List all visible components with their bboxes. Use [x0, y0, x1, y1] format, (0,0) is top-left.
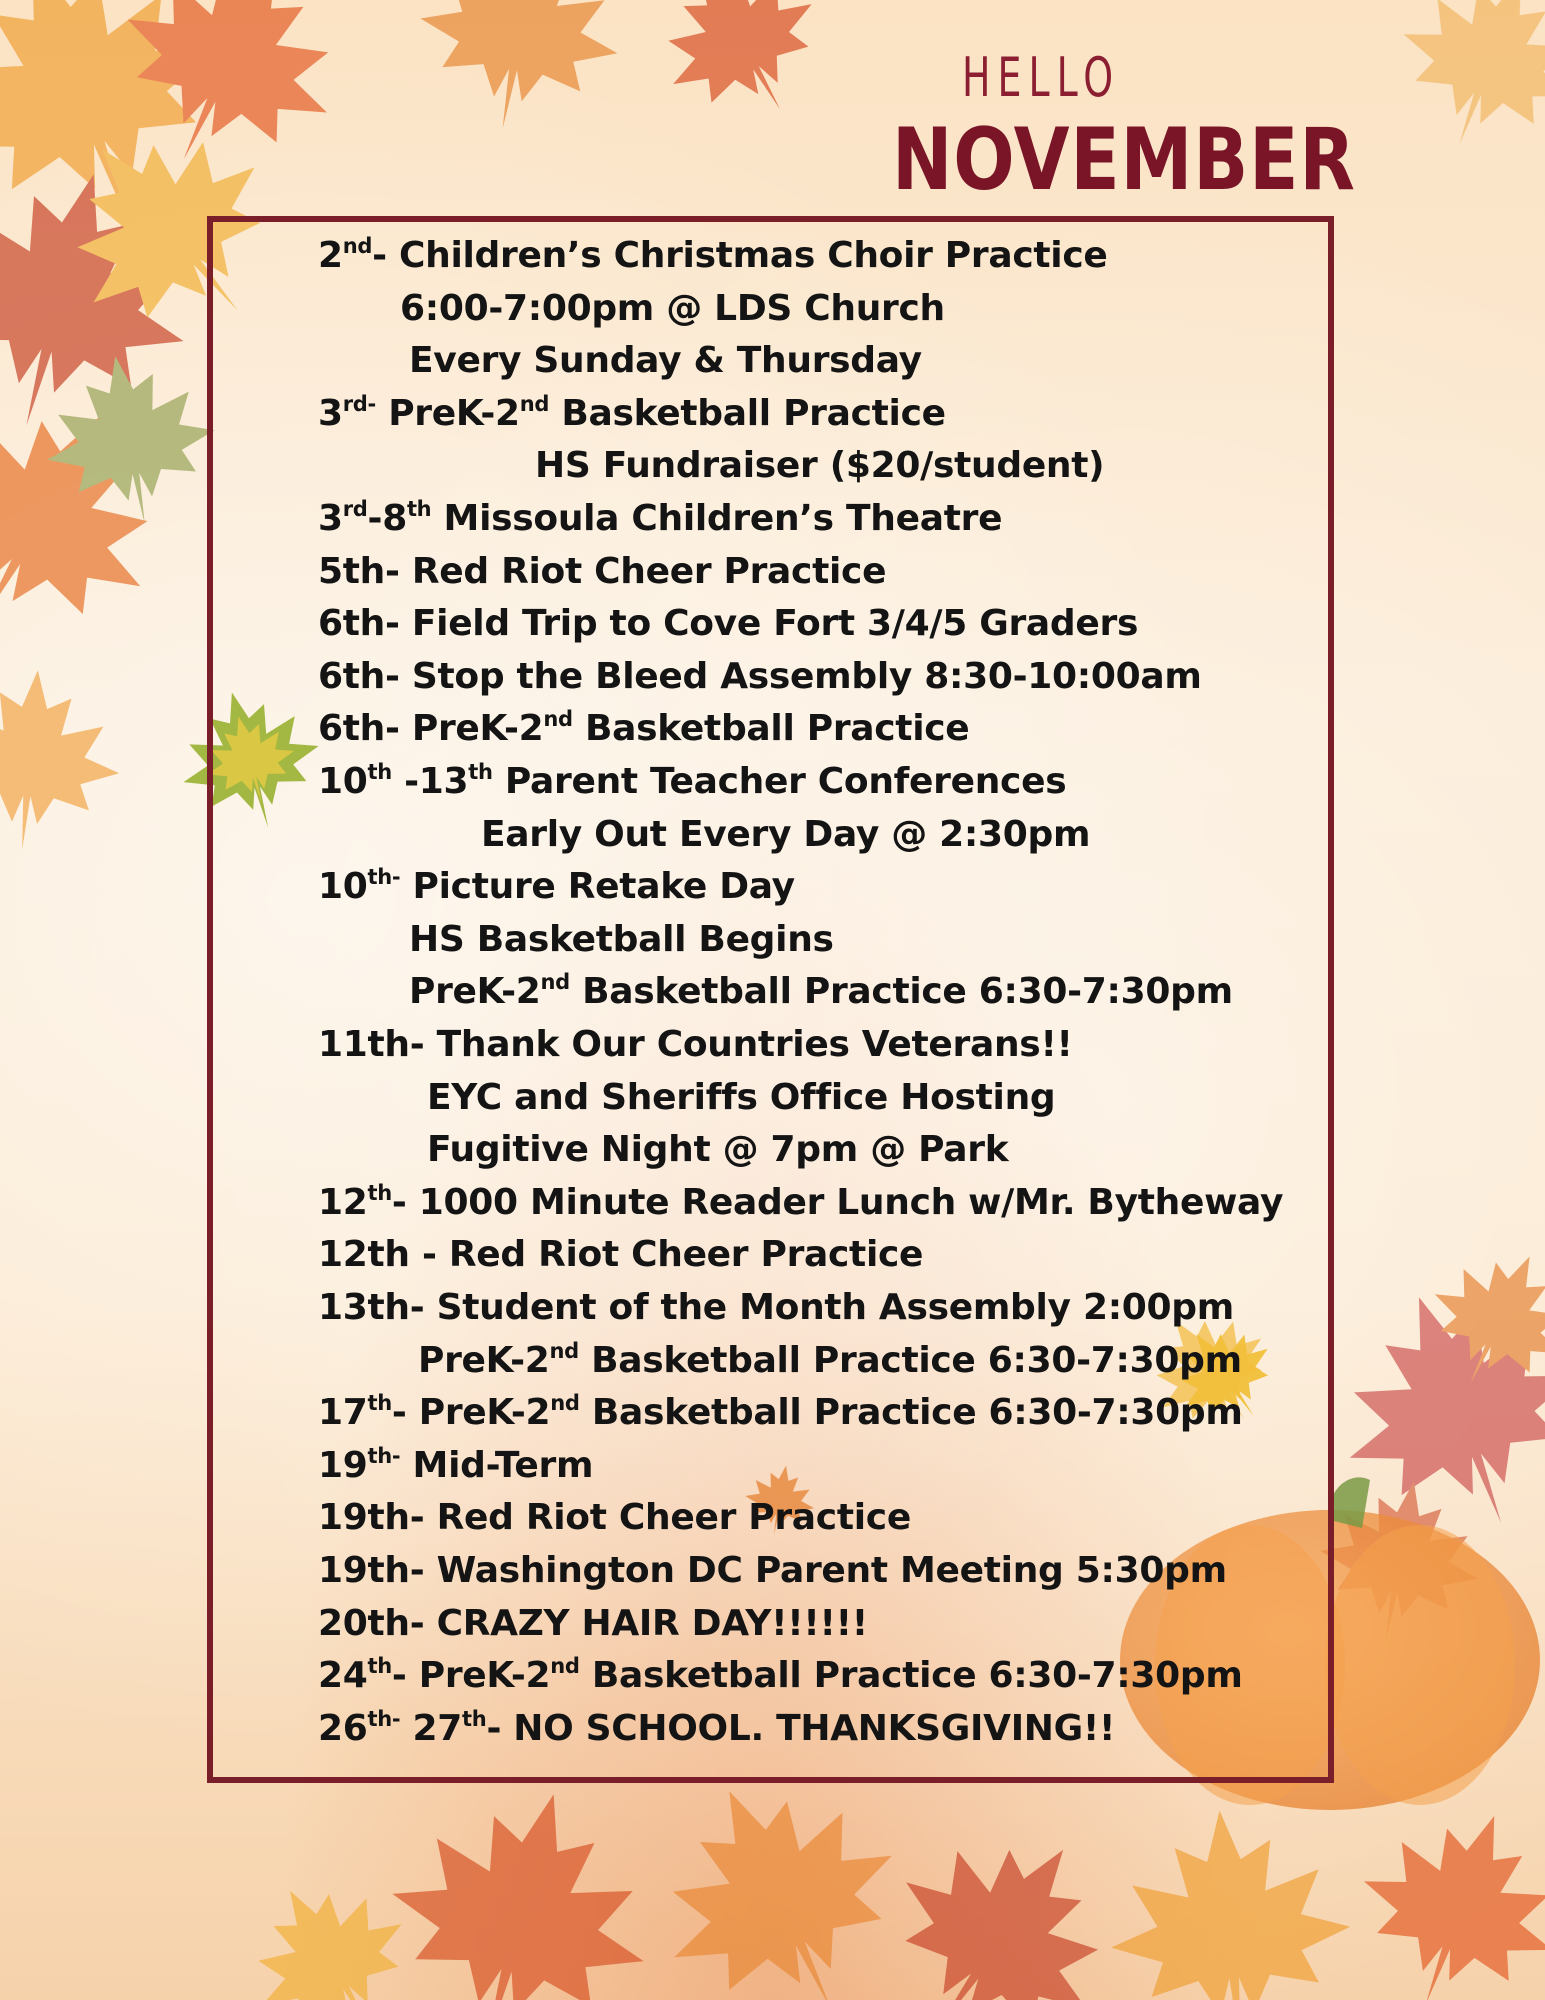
event-text: -13: [391, 761, 469, 802]
event-text: 19th- Washington DC Parent Meeting 5:30pm: [318, 1550, 1227, 1591]
event-text: Missoula Children’s Theatre: [431, 498, 1003, 539]
event-text: Basketball Practice: [549, 392, 946, 434]
event-text: 10: [318, 866, 368, 908]
event-text: Parent Teacher Conferences: [492, 761, 1067, 802]
event-line: [418, 1335, 1242, 1387]
ordinal-suffix: th: [367, 1654, 392, 1679]
event-line: [318, 756, 1066, 808]
event-text: Basketball Practice 6:30-7:30pm: [579, 1655, 1243, 1697]
event-text: - Children’s Christmas Choir Practice: [372, 235, 1108, 276]
event-text: 13th- Student of the Month Assembly 2:00pm: [318, 1287, 1234, 1328]
event-line: [427, 1072, 1055, 1124]
event-line: [318, 1703, 1115, 1755]
event-line: [409, 966, 1233, 1018]
event-text: Basketball Practice: [572, 708, 970, 750]
event-line: [481, 809, 1090, 861]
event-text: Early Out Every Day @ 2:30pm: [481, 813, 1091, 855]
ordinal-suffix: nd: [540, 970, 570, 995]
event-line: [318, 388, 946, 440]
event-text: 6:00-7:00pm @ LDS Church: [400, 287, 945, 329]
ordinal-suffix: th: [406, 497, 432, 521]
event-line: [409, 914, 834, 966]
event-text: 19th- Red Riot Cheer Practice: [318, 1497, 911, 1539]
event-line: [318, 703, 969, 755]
month-title: NOVEMBER: [892, 110, 1356, 210]
event-line: [318, 1440, 593, 1492]
event-text: Every Sunday & Thursday: [409, 340, 922, 382]
ordinal-suffix: th: [367, 1391, 392, 1416]
event-text: HS Basketball Begins: [409, 918, 834, 960]
event-line: [409, 335, 922, 387]
event-line: [318, 861, 795, 913]
event-text: HS Fundraiser ($20/student): [535, 445, 1105, 487]
event-text: -8: [367, 498, 407, 539]
event-line: [318, 546, 886, 598]
event-line: [318, 1387, 1243, 1439]
ordinal-suffix: nd: [550, 1391, 580, 1416]
event-line: [318, 1177, 1283, 1229]
ordinal-suffix: th: [367, 760, 392, 784]
event-line: [318, 493, 1002, 545]
event-text: - NO SCHOOL. THANKSGIVING!!: [486, 1707, 1116, 1749]
ordinal-suffix: nd: [550, 1654, 580, 1679]
ordinal-suffix: nd: [549, 1338, 579, 1363]
ordinal-suffix: nd: [519, 391, 550, 416]
event-text: 6th- Stop the Bleed Assembly 8:30-10:00am: [318, 655, 1202, 697]
event-line: [318, 1229, 923, 1281]
event-line: [318, 1650, 1243, 1702]
event-line: [535, 440, 1104, 492]
event-text: Fugitive Night @ 7pm @ Park: [427, 1129, 1009, 1171]
ordinal-suffix: th: [462, 1706, 487, 1731]
event-text: PreK-2: [409, 971, 541, 1013]
event-line: [318, 1598, 868, 1650]
event-text: 26: [318, 1707, 368, 1749]
event-text: PreK-2: [418, 1339, 550, 1381]
event-line: [318, 1282, 1234, 1334]
event-line: [318, 598, 1138, 650]
event-text: 3: [318, 498, 343, 539]
event-text: - PreK-2: [391, 1392, 551, 1434]
ordinal-suffix: nd: [342, 234, 373, 258]
ordinal-suffix: rd-: [342, 391, 376, 416]
event-text: Basketball Practice 6:30-7:30pm: [579, 1392, 1243, 1434]
event-line: [318, 1545, 1227, 1597]
event-text: Basketball Practice 6:30-7:30pm: [578, 1339, 1242, 1381]
event-text: 10: [318, 761, 368, 802]
event-text: 27: [400, 1707, 463, 1749]
event-text: - 1000 Minute Reader Lunch w/Mr. Bytheway: [391, 1181, 1284, 1223]
event-text: PreK-2: [375, 392, 520, 434]
ordinal-suffix: th: [367, 1180, 392, 1205]
event-text: 12th - Red Riot Cheer Practice: [318, 1234, 924, 1276]
event-text: 3: [318, 392, 343, 434]
event-text: Picture Retake Day: [400, 866, 795, 908]
ordinal-suffix: th-: [367, 1443, 401, 1468]
event-line: [427, 1124, 1008, 1176]
event-line: [318, 651, 1202, 703]
event-text: 6th- Field Trip to Cove Fort 3/4/5 Graders: [318, 603, 1139, 645]
event-text: Mid-Term: [400, 1444, 594, 1486]
ordinal-suffix: th-: [367, 865, 401, 890]
event-line: [318, 230, 1107, 282]
ordinal-suffix: nd: [543, 707, 573, 732]
hello-text: HELLO: [962, 46, 1121, 109]
ordinal-suffix: th-: [367, 1706, 401, 1731]
event-line: [400, 283, 945, 335]
ordinal-suffix: th: [468, 760, 493, 784]
event-text: 19: [318, 1444, 368, 1486]
event-text: 20th- CRAZY HAIR DAY!!!!!!: [318, 1602, 868, 1644]
event-text: - PreK-2: [391, 1655, 551, 1697]
event-text: Basketball Practice 6:30-7:30pm: [569, 971, 1233, 1013]
event-text: 17: [318, 1392, 368, 1434]
event-text: EYC and Sheriffs Office Hosting: [427, 1076, 1056, 1118]
event-text: 5th- Red Riot Cheer Practice: [318, 550, 887, 592]
event-text: 24: [318, 1655, 368, 1697]
ordinal-suffix: rd: [342, 497, 368, 521]
event-text: 12: [318, 1181, 368, 1223]
event-text: 6th- PreK-2: [318, 708, 544, 750]
event-text: 2: [318, 235, 343, 276]
event-line: [318, 1492, 911, 1544]
event-text: 11th- Thank Our Countries Veterans!!: [318, 1024, 1073, 1065]
event-line: [318, 1019, 1073, 1071]
